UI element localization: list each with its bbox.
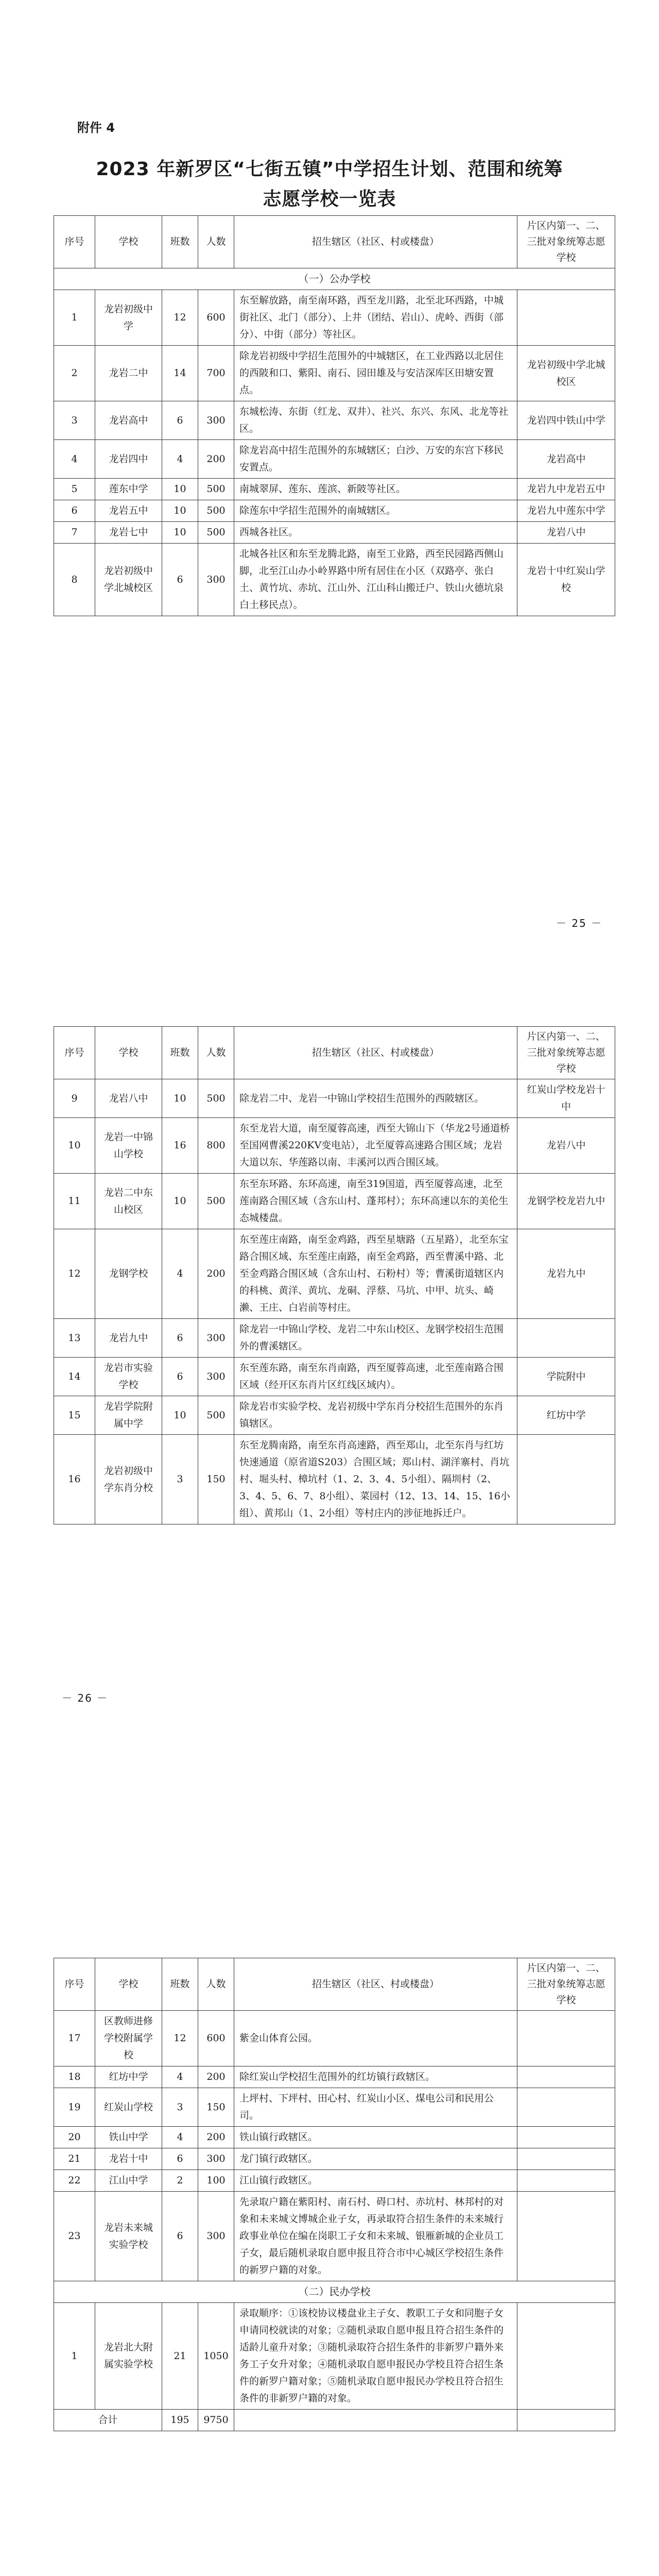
cell-no: 23 — [54, 2192, 95, 2281]
cell-school: 龙岩二中东山校区 — [95, 1174, 162, 1229]
cell-no: 9 — [54, 1079, 95, 1118]
cell-pref: 龙岩八中 — [517, 522, 615, 544]
cell-classes: 6 — [162, 1358, 198, 1396]
table-row — [54, 401, 615, 440]
cell-school: 龙岩初级中学 — [95, 290, 162, 346]
table-row — [54, 2011, 615, 2066]
table-row — [54, 500, 615, 522]
cell-classes: 6 — [162, 1319, 198, 1358]
table-row — [54, 544, 615, 616]
cell-classes: 4 — [162, 2127, 198, 2148]
cell-school: 龙岩七中 — [95, 522, 162, 544]
cell-students: 700 — [198, 346, 234, 401]
table-page-27 — [54, 1958, 615, 2431]
cell-pref — [517, 2066, 615, 2088]
header-students: 人数 — [198, 1958, 234, 2011]
table-row — [54, 1319, 615, 1358]
cell-area: 除龙岩初级中学招生范围外的中城辖区，在工业西路以北居住的西陂和口、紫阳、南石、园田雄及与安洁深库区田塘安置点。 — [234, 346, 517, 401]
cell-students: 300 — [198, 1319, 234, 1358]
cell-no: 7 — [54, 522, 95, 544]
page-number-25: － 25 － — [556, 917, 603, 929]
cell-no: 17 — [54, 2011, 95, 2066]
header-classes: 班数 — [162, 1027, 198, 1079]
total-pref-empty — [517, 2410, 615, 2431]
cell-pref — [517, 2011, 615, 2066]
cell-area: 江山镇行政辖区。 — [234, 2170, 517, 2192]
cell-school: 龙钢学校 — [95, 1229, 162, 1319]
cell-students: 500 — [198, 500, 234, 522]
cell-classes: 10 — [162, 1079, 198, 1118]
cell-students: 200 — [198, 2127, 234, 2148]
table-page-26 — [54, 1026, 615, 1524]
total-classes: 195 — [162, 2410, 198, 2431]
cell-school: 红坊中学 — [95, 2066, 162, 2088]
table-header-row — [54, 1027, 615, 1079]
cell-students: 300 — [198, 1358, 234, 1396]
cell-students: 200 — [198, 2066, 234, 2088]
cell-students: 300 — [198, 2192, 234, 2281]
cell-area: 东至龙岩大道，南至厦蓉高速，西至大锦山下（华龙2号通道桥至国网曹溪220KV变电站），北至厦蓉高速路合围区域；龙岩大道以东、华莲路以南、丰溪河以西合围区域。 — [234, 1118, 517, 1174]
cell-pref — [517, 2192, 615, 2281]
cell-students: 300 — [198, 2148, 234, 2170]
header-classes: 班数 — [162, 216, 198, 268]
cell-area: 龙门镇行政辖区。 — [234, 2148, 517, 2170]
section-private-label: （二）民办学校 — [54, 2281, 615, 2303]
header-no: 序号 — [54, 1958, 95, 2011]
header-area: 招生辖区（社区、村或楼盘） — [234, 1027, 517, 1079]
header-no: 序号 — [54, 1027, 95, 1079]
cell-pref — [517, 2170, 615, 2192]
cell-area: 除莲东中学招生范围外的南城辖区。 — [234, 500, 517, 522]
cell-area: 除龙岩二中、龙岩一中锦山学校招生范围外的西陂辖区。 — [234, 1079, 517, 1118]
cell-students: 1050 — [198, 2303, 234, 2410]
cell-no: 3 — [54, 401, 95, 440]
table-row — [54, 2192, 615, 2281]
cell-school: 龙岩八中 — [95, 1079, 162, 1118]
table-row — [54, 479, 615, 500]
cell-pref: 学院附中 — [517, 1358, 615, 1396]
cell-school: 龙岩北大附属实验学校 — [95, 2303, 162, 2410]
header-school: 学校 — [95, 1958, 162, 2011]
cell-no: 11 — [54, 1174, 95, 1229]
cell-area: 北城各社区和东至龙腾北路，南至工业路，西至民园路西侧山脚，北至江山办小岭界路中所有居住在小区（双路亭、张白土、黄竹坑、赤坑、江山外、江山科山搬迁户、铁山火德坑泉白土移民点）。 — [234, 544, 517, 616]
cell-pref: 龙岩九中莲东中学 — [517, 500, 615, 522]
cell-classes: 6 — [162, 2148, 198, 2170]
header-area: 招生辖区（社区、村或楼盘） — [234, 216, 517, 268]
cell-students: 600 — [198, 290, 234, 346]
cell-area: 上坪村、下坪村、田心村、红炭山小区、煤电公司和民用公司。 — [234, 2088, 517, 2127]
cell-area: 除红炭山学校招生范围外的红坊镇行政辖区。 — [234, 2066, 517, 2088]
table-row — [54, 2148, 615, 2170]
cell-students: 200 — [198, 440, 234, 479]
cell-no: 21 — [54, 2148, 95, 2170]
cell-pref: 红炭山学校龙岩十中 — [517, 1079, 615, 1118]
cell-school: 莲东中学 — [95, 479, 162, 500]
cell-classes: 6 — [162, 401, 198, 440]
cell-school: 龙岩初级中学东肖分校 — [95, 1435, 162, 1524]
cell-no: 15 — [54, 1396, 95, 1435]
cell-pref: 红坊中学 — [517, 1396, 615, 1435]
cell-area: 东至龙腾南路，南至东肖高速路，西至郑山，北至东肖与红坊快速通道（原省道S203）合围区域；郑山村、湖洋寨村、肖坑村、堀头村、樟坑村（1、2、3、4、5小组）、隔圳村（2、3、4、5、6、7、8小组）、菜园村（12、13、14、15、16小组）、黄邦山（1、2小组）等村庄内的涉征地拆迁户。 — [234, 1435, 517, 1524]
cell-pref: 龙岩初级中学北城校区 — [517, 346, 615, 401]
cell-classes: 10 — [162, 1396, 198, 1435]
cell-area: 录取顺序：①该校协议楼盘业主子女、教职工子女和同胞子女申请同校就读的对象；②随机录取自愿申报且符合招生条件的适龄儿童升对象；③随机录取符合招生条件的非新罗户籍外来务工子女升对象；④随机录取自愿申报民办学校且符合招生条件的新罗户籍对象；⑤随机录取自愿申报民办学校且符合招生条件的非新罗户籍的对象。 — [234, 2303, 517, 2410]
cell-school: 红炭山学校 — [95, 2088, 162, 2127]
cell-classes: 12 — [162, 2011, 198, 2066]
cell-area: 除龙岩一中锦山学校、龙岩二中东山校区、龙钢学校招生范围外的曹溪辖区。 — [234, 1319, 517, 1358]
cell-area: 铁山镇行政辖区。 — [234, 2127, 517, 2148]
cell-school: 龙岩四中 — [95, 440, 162, 479]
table-row — [54, 290, 615, 346]
cell-school: 龙岩二中 — [95, 346, 162, 401]
cell-students: 500 — [198, 479, 234, 500]
total-area-empty — [234, 2410, 517, 2431]
cell-classes: 16 — [162, 1118, 198, 1174]
cell-area: 除龙岩高中招生范围外的东城辖区；白沙、万安的东宫下移民安置点。 — [234, 440, 517, 479]
cell-area: 东至东环路、东环高速，南至319国道，西至厦蓉高速，北至莲南路合围区域（含东山村、蓬邦村）；东环高速以东的美伦生态城楼盘。 — [234, 1174, 517, 1229]
table-row — [54, 2127, 615, 2148]
cell-no: 6 — [54, 500, 95, 522]
header-area: 招生辖区（社区、村或楼盘） — [234, 1958, 517, 2011]
cell-students: 150 — [198, 2088, 234, 2127]
header-pref: 片区内第一、二、三批对象统筹志愿学校 — [517, 216, 615, 268]
cell-pref: 龙钢学校龙岩九中 — [517, 1174, 615, 1229]
cell-pref — [517, 1319, 615, 1358]
cell-no: 8 — [54, 544, 95, 616]
cell-school: 龙岩一中锦山学校 — [95, 1118, 162, 1174]
cell-no: 2 — [54, 346, 95, 401]
cell-students: 500 — [198, 522, 234, 544]
total-row — [54, 2410, 615, 2431]
cell-students: 500 — [198, 1396, 234, 1435]
cell-no: 13 — [54, 1319, 95, 1358]
cell-area: 西城各社区。 — [234, 522, 517, 544]
table-row — [54, 2170, 615, 2192]
cell-pref — [517, 2303, 615, 2410]
header-no: 序号 — [54, 216, 95, 268]
header-pref: 片区内第一、二、三批对象统筹志愿学校 — [517, 1958, 615, 2011]
cell-school: 龙岩学院附属中学 — [95, 1396, 162, 1435]
table-page-25 — [54, 215, 615, 616]
cell-pref — [517, 2088, 615, 2127]
cell-school: 龙岩高中 — [95, 401, 162, 440]
cell-classes: 3 — [162, 1435, 198, 1524]
cell-no: 16 — [54, 1435, 95, 1524]
cell-no: 19 — [54, 2088, 95, 2127]
cell-pref — [517, 2148, 615, 2170]
cell-pref: 龙岩九中龙岩五中 — [517, 479, 615, 500]
cell-students: 200 — [198, 1229, 234, 1319]
cell-classes: 4 — [162, 440, 198, 479]
cell-classes: 10 — [162, 522, 198, 544]
section-public-label: （一）公办学校 — [54, 268, 615, 290]
cell-school: 龙岩市实验学校 — [95, 1358, 162, 1396]
table-row — [54, 440, 615, 479]
header-pref: 片区内第一、二、三批对象统筹志愿学校 — [517, 1027, 615, 1079]
cell-classes: 3 — [162, 2088, 198, 2127]
table-row — [54, 2066, 615, 2088]
table-row — [54, 1118, 615, 1174]
table-row — [54, 2088, 615, 2127]
cell-no: 10 — [54, 1118, 95, 1174]
table-row — [54, 2303, 615, 2410]
cell-no: 22 — [54, 2170, 95, 2192]
cell-classes: 10 — [162, 500, 198, 522]
cell-classes: 6 — [162, 2192, 198, 2281]
cell-pref — [517, 2127, 615, 2148]
cell-no: 1 — [54, 2303, 95, 2410]
header-students: 人数 — [198, 216, 234, 268]
cell-pref: 龙岩十中红炭山学校 — [517, 544, 615, 616]
cell-pref: 龙岩四中铁山中学 — [517, 401, 615, 440]
cell-pref — [517, 290, 615, 346]
cell-classes: 6 — [162, 544, 198, 616]
cell-school: 龙岩未来城实验学校 — [95, 2192, 162, 2281]
cell-classes: 10 — [162, 1174, 198, 1229]
cell-classes: 21 — [162, 2303, 198, 2410]
total-students: 9750 — [198, 2410, 234, 2431]
cell-no: 14 — [54, 1358, 95, 1396]
page-title: 2023 年新罗区“七街五镇”中学招生计划、范围和统筹志愿学校一览表 — [96, 159, 563, 210]
cell-classes: 14 — [162, 346, 198, 401]
cell-area: 除龙岩市实验学校、龙岩初级中学东肖分校招生范围外的东肖镇辖区。 — [234, 1396, 517, 1435]
cell-pref: 龙岩九中 — [517, 1229, 615, 1319]
cell-classes: 4 — [162, 1229, 198, 1319]
cell-no: 12 — [54, 1229, 95, 1319]
cell-students: 800 — [198, 1118, 234, 1174]
cell-no: 4 — [54, 440, 95, 479]
cell-school: 龙岩初级中学北城校区 — [95, 544, 162, 616]
cell-school: 龙岩五中 — [95, 500, 162, 522]
table-row — [54, 1435, 615, 1524]
header-students: 人数 — [198, 1027, 234, 1079]
cell-school: 铁山中学 — [95, 2127, 162, 2148]
cell-no: 18 — [54, 2066, 95, 2088]
cell-school: 区教师进修学校附属学校 — [95, 2011, 162, 2066]
page-number-26: － 26 － — [62, 1692, 109, 1704]
cell-students: 600 — [198, 2011, 234, 2066]
cell-classes: 2 — [162, 2170, 198, 2192]
annex-label: 附件 4 — [77, 121, 115, 135]
cell-pref: 龙岩八中 — [517, 1118, 615, 1174]
cell-pref — [517, 1435, 615, 1524]
table-row — [54, 1229, 615, 1319]
cell-students: 500 — [198, 1079, 234, 1118]
cell-students: 150 — [198, 1435, 234, 1524]
table-header-row — [54, 1958, 615, 2011]
cell-area: 紫金山体育公园。 — [234, 2011, 517, 2066]
cell-school: 龙岩九中 — [95, 1319, 162, 1358]
cell-students: 100 — [198, 2170, 234, 2192]
header-school: 学校 — [95, 216, 162, 268]
table-row — [54, 1174, 615, 1229]
cell-area: 东至解放路，南至南环路，西至龙川路，北至北环西路，中城街社区、北门（部分）、上井（团结、岩山）、虎岭、西街（部分）、中街（部分）等社区。 — [234, 290, 517, 346]
section-row-private — [54, 2281, 615, 2303]
cell-area: 东至莲东路，南至东肖南路，西至厦蓉高速，北至莲南路合围区域（经开区东肖片区红线区域内）。 — [234, 1358, 517, 1396]
total-label: 合计 — [54, 2410, 162, 2431]
table-header-row — [54, 216, 615, 268]
cell-school: 江山中学 — [95, 2170, 162, 2192]
cell-classes: 12 — [162, 290, 198, 346]
cell-classes: 10 — [162, 479, 198, 500]
cell-students: 300 — [198, 401, 234, 440]
table-row — [54, 522, 615, 544]
cell-area: 东城松涛、东街（红龙、双井）、社兴、东兴、东风、北龙等社区。 — [234, 401, 517, 440]
cell-students: 300 — [198, 544, 234, 616]
cell-school: 龙岩十中 — [95, 2148, 162, 2170]
table-row — [54, 1358, 615, 1396]
table-row — [54, 1079, 615, 1118]
cell-area: 先录取户籍在紫阳村、南石村、碍口村、赤坑村、林邦村的对象和未来城文博城企业子女，再录取符合招生条件的未来城行政事业单位在编在岗职工子女和未来城、银雁新城的企业员工子女，最后随机录取自愿申报且符合市中心城区学校招生条件的新罗户籍的对象。 — [234, 2192, 517, 2281]
cell-pref: 龙岩高中 — [517, 440, 615, 479]
cell-no: 1 — [54, 290, 95, 346]
cell-area: 东至莲庄南路，南至金鸡路，西至星塘路（五星路），北至东宝路合围区域、东至莲庄南路，南至金鸡路，西至曹溪中路、北至金鸡路合围区域（含东山村、石粉村）等；曹溪街道辖区内的科桃、黄洋、黄坑、龙硐、浮蔡、马坑、中甲、坑头、崎濑、王庄、白岩前等村庄。 — [234, 1229, 517, 1319]
cell-area: 南城翠屏、莲东、莲滨、新陂等社区。 — [234, 479, 517, 500]
section-row-public — [54, 268, 615, 290]
header-classes: 班数 — [162, 1958, 198, 2011]
cell-classes: 4 — [162, 2066, 198, 2088]
cell-no: 5 — [54, 479, 95, 500]
table-row — [54, 346, 615, 401]
table-row — [54, 1396, 615, 1435]
cell-no: 20 — [54, 2127, 95, 2148]
cell-students: 500 — [198, 1174, 234, 1229]
header-school: 学校 — [95, 1027, 162, 1079]
